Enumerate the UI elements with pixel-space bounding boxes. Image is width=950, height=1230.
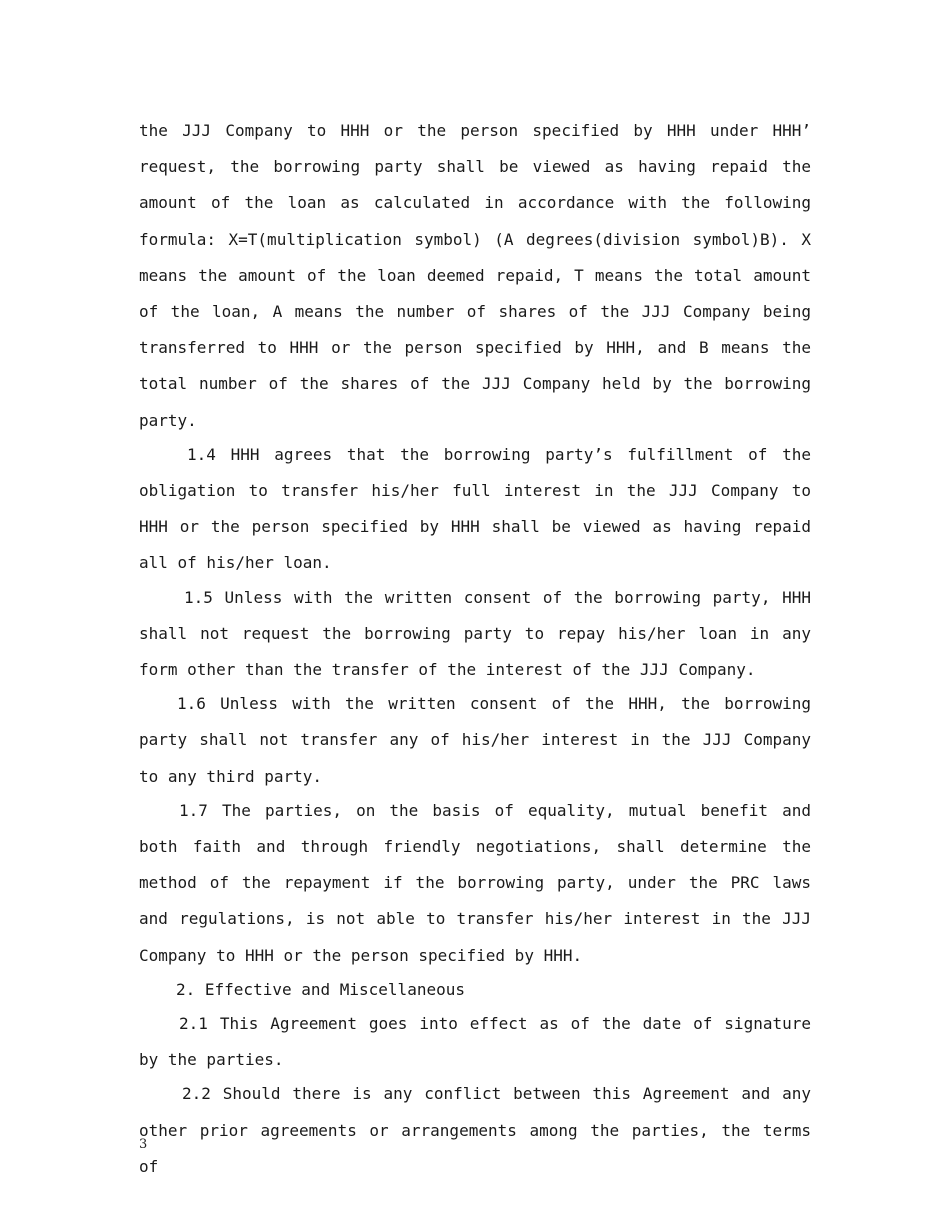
paragraph-1-4: 1.4 HHH agrees that the borrowing party’s fulfillment of the obligation to transfer his/her full interest in the JJJ Company to HHH or the person specified by HHH shall be viewed as having repaid all of his/her loan.: [139, 444, 811, 573]
section-heading-2: 2. Effective and Miscellaneous: [176, 979, 465, 999]
paragraph-1-6: 1.6 Unless with the written consent of the HHH, the borrowing party shall not transfer any of his/her interest in the JJJ Company to any third party.: [139, 694, 811, 786]
paragraph-2-2: 2.2 Should there is any conflict between this Agreement and any other prior agreements or arrangements among the parties, the terms of: [139, 1084, 811, 1176]
document-body: [139, 113, 811, 1183]
paragraph-1-7: 1.7 The parties, on the basis of equality, mutual benefit and both faith and through friendly negotiations, shall determine the method of the repayment if the borrowing party, under the PRC laws and regulations, is not able to transfer his/her interest in the JJJ Company to HHH or the person specified by HHH.: [139, 800, 811, 965]
page-number: 3: [139, 1137, 148, 1152]
paragraph-2-1: 2.1 This Agreement goes into effect as of the date of signature by the parties.: [139, 1014, 811, 1070]
paragraph-formula: the JJJ Company to HHH or the person specified by HHH under HHH’ request, the borrowing party shall be viewed as having repaid the amount of the loan as calculated in accordance with the following formula: X=T(multiplication symbol) (A degrees(division symbol)B). X means the amount of the loan deemed repaid, T means the total amount of the loan, A means the number of shares of the JJJ Company being transferred to HHH or the person specified by HHH, and B means the total number of the shares of the JJJ Company held by the borrowing party.: [139, 121, 811, 430]
paragraph-1-5: 1.5 Unless with the written consent of the borrowing party, HHH shall not request the borrowing party to repay his/her loan in any form other than the transfer of the interest of the JJJ Company.: [139, 587, 811, 680]
